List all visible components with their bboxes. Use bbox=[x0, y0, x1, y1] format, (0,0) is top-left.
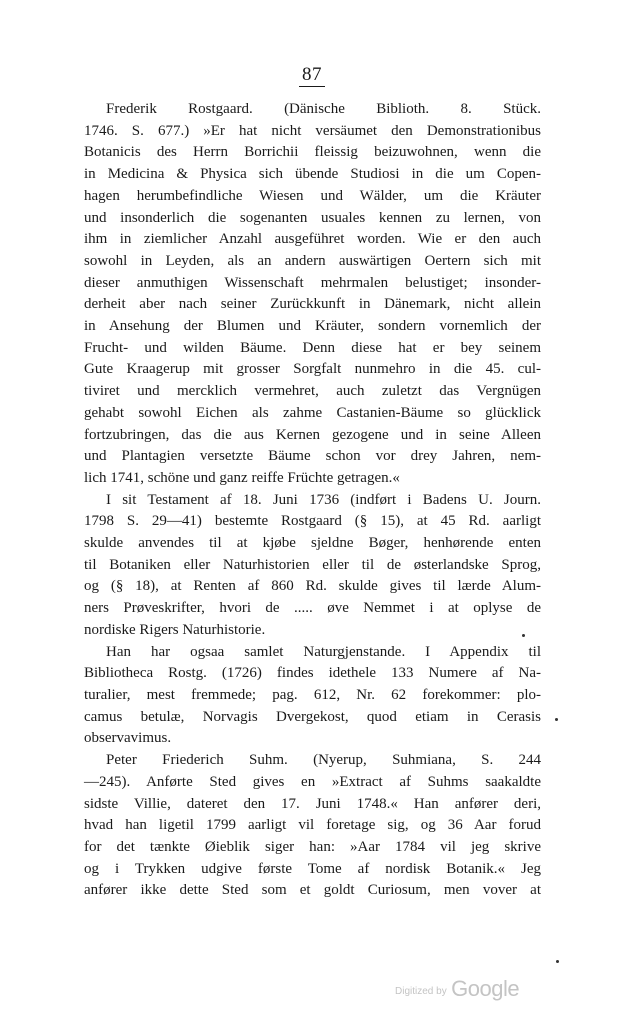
speck-mark bbox=[522, 634, 525, 637]
digitization-watermark bbox=[395, 976, 519, 1002]
text-line: und Plantagien versetzte Bäume schon vor drey Jahren, nem- bbox=[84, 448, 541, 465]
text-line: Peter Friederich Suhm. (Nyerup, Suhmiana, S. 244 bbox=[106, 752, 541, 769]
text-line: og i Trykken udgive første Tome af nordisk Botanik.« Jeg bbox=[84, 860, 541, 877]
text-line: for det tænkte Øieblik siger han: »Aar 1784 vil jeg skrive bbox=[84, 838, 541, 855]
text-line: Frederik Rostgaard. (Dänische Biblioth. 8. Stück. bbox=[106, 101, 541, 117]
text-line: I sit Testament af 18. Juni 1736 (indført i Badens U. Journ. bbox=[106, 491, 541, 508]
text-line: skulde anvendes til at kjøbe sjeldne Bøger, henhørende enten bbox=[84, 535, 541, 552]
text-line: Frucht- und wilden Bäume. Denn diese hat er bey seinem bbox=[84, 339, 541, 356]
text-line: dieser anmuthigen Wissenschaft mehrmalen belustiget; insonder- bbox=[84, 274, 541, 291]
text-line: sowohl in Leyden, als an andern auswärtigen Oertern sich mit bbox=[84, 252, 541, 269]
text-line: 1798 S. 29—41) bestemte Rostgaard (§ 15), at 45 Rd. aarligt bbox=[84, 513, 541, 530]
text-line: tiviret und mercklich vermehret, auch zuletzt das Vergnügen bbox=[84, 383, 541, 400]
text-line: ners Prøveskrifter, hvori de ..... øve Nemmet i at oplyse de bbox=[84, 600, 541, 617]
text-line: ihm in ziemlicher Anzahl ausgeführet worden. Wie er den auch bbox=[84, 231, 541, 248]
text-line: observavimus. bbox=[84, 730, 172, 747]
text-line: in Medicina & Physica sich übende Studiosi in die um Copen- bbox=[84, 166, 541, 183]
watermark-prefix: Digitized by bbox=[395, 986, 447, 997]
text-line: derheit aber nach seiner Zurückkunft in Dänemark, nicht allein bbox=[84, 296, 541, 313]
text-line: fortzubringen, das die aus Kernen gezogene und in seine Alleen bbox=[84, 426, 541, 443]
page-number: 87 bbox=[0, 64, 624, 86]
text-line: 1746. S. 677.) »Er hat nicht versäumet den Demonstrationibus bbox=[84, 122, 541, 139]
text-line: til Botaniken eller Naturhistorien eller til de østerlandske Sprog, bbox=[84, 556, 541, 573]
text-line: Botanicis des Herrn Borrichii fleissig beizuwohnen, wenn die bbox=[84, 144, 541, 161]
text-line: Bibliotheca Rostg. (1726) findes idethele 133 Numere af Na- bbox=[84, 665, 541, 682]
text-line: gehabt sowohl Eichen als zahme Castanien-Bäume so glücklick bbox=[84, 404, 541, 421]
text-line: lich 1741, schöne und ganz reiffe Früchte getragen.« bbox=[84, 469, 400, 486]
text-line: hvad han ligetil 1799 aarligt vil foretage sig, og 36 Aar forud bbox=[84, 817, 541, 834]
body-text bbox=[84, 99, 541, 902]
text-line: hagen herumbefindliche Wiesen und Wälder, um die Kräuter bbox=[84, 187, 541, 204]
text-line: —245). Anførte Sted gives en »Extract af Suhms saakaldte bbox=[84, 773, 541, 790]
text-line: in Ansehung der Blumen und Kräuter, sondern vornemlich der bbox=[84, 318, 541, 335]
text-line: anfører ikke dette Sted som et goldt Curiosum, men vover at bbox=[84, 882, 541, 899]
speck-mark bbox=[556, 960, 559, 963]
text-line: sidste Villie, dateret den 17. Juni 1748.« Han anfører deri, bbox=[84, 795, 541, 812]
text-line: Han har ogsaa samlet Naturgjenstande. I Appendix til bbox=[106, 643, 541, 660]
text-line: turalier, mest fremmede; pag. 612, Nr. 62 forekommer: plo- bbox=[84, 686, 541, 703]
google-logo-text: Google bbox=[451, 976, 520, 1001]
speck-mark bbox=[555, 718, 558, 721]
text-line: og (§ 18), at Renten af 860 Rd. skulde gives til lærde Alum- bbox=[84, 578, 541, 595]
text-line: Gute Kraagerup mit grosser Sorgfalt nunmehro in die 45. cul- bbox=[84, 361, 541, 378]
text-line: nordiske Rigers Naturhistorie. bbox=[84, 621, 266, 638]
text-line: camus betulæ, Norvagis Dvergekost, quod etiam in Cerasis bbox=[84, 708, 541, 725]
text-line: und insonderlich die sogenanten usuales kennen zu lernen, von bbox=[84, 209, 541, 226]
